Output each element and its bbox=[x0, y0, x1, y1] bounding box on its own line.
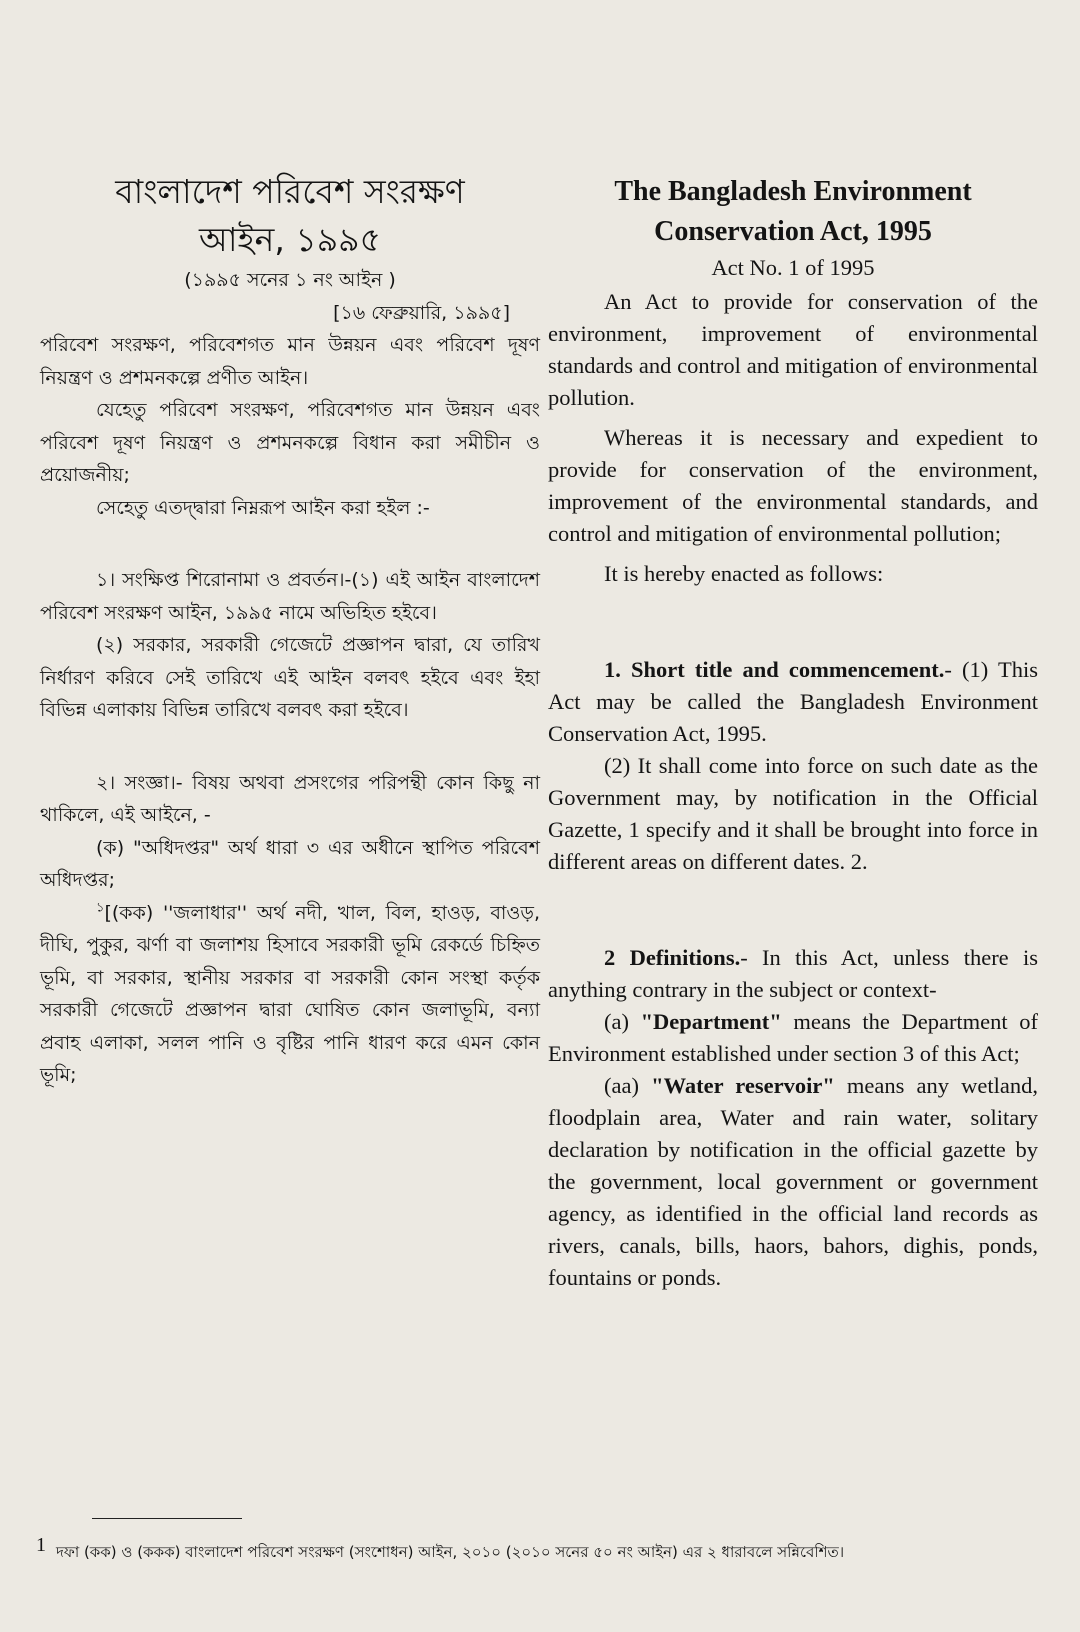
footnote-divider bbox=[92, 1518, 242, 1519]
footnote bbox=[36, 1534, 1046, 1563]
bangla-section-2-aa bbox=[40, 897, 540, 1092]
english-section-1-2: (2) It shall come into force on such date as the Government may, by notification in the Official Gazette, 1 specify and it shall be brought into force in different areas on different dates. 2. bbox=[548, 753, 1038, 874]
bangla-preamble: যেহেতু পরিবেশ সংরক্ষণ, পরিবেশগত মান উন্নয়ন এবং পরিবেশ দূষণ নিয়ন্ত্রণ ও প্রশমনকল্পে বিধান করা সমীচীন ও প্রয়োজনীয়; bbox=[40, 399, 540, 486]
english-enacting-clause: It is hereby enacted as follows: bbox=[604, 561, 884, 586]
english-section-2-aa bbox=[548, 1070, 1038, 1294]
english-column bbox=[548, 172, 1038, 1302]
spacer bbox=[40, 727, 540, 767]
english-section-2-intro-text: - In this Act, unless there is anything contrary in the subject or context- bbox=[548, 945, 1038, 1002]
bangla-date: [১৬ ফেব্রুয়ারি, ১৯৯৫] bbox=[333, 301, 510, 324]
footnote-text: দফা (কক) ও (ককক) বাংলাদেশ পরিবেশ সংরক্ষণ (সংশোধন) আইন, ২০১০ (২০১০ সনের ৫০ নং আইন) এর ২ ধারাবলে সন্নিবেশিত। bbox=[56, 1543, 845, 1561]
section-1-heading: 1. Short title and commencement. bbox=[604, 657, 945, 682]
english-long-title: An Act to provide for conservation of the environment, improvement of environmental standards and control and mitigation of environmental pollution. bbox=[548, 289, 1038, 410]
bangla-act-number: (১৯৯৫ সনের ১ নং আইন ) bbox=[184, 269, 396, 291]
english-title-line2: Conservation Act, 1995 bbox=[654, 216, 932, 247]
bangla-section-1-2: (২) সরকার, সরকারী গেজেটে প্রজ্ঞাপন দ্বারা, যে তারিখ নির্ধারণ করিবে সেই তারিখে এই আইন বলবৎ হইবে এবং ইহা বিভিন্ন এলাকায় বিভিন্ন তারিখে বলবৎ করা হইবে। bbox=[40, 634, 540, 721]
bangla-title-line2: আইন, ১৯৯৫ bbox=[199, 220, 381, 259]
english-section-1-1-text: - (1) This Act may be called the Bangladesh Environment Conservation Act, 1995. bbox=[548, 657, 1038, 746]
footnote-marker: ১ bbox=[96, 900, 105, 916]
english-section-1-1 bbox=[548, 654, 1038, 750]
clause-text: means any wetland, floodplain area, Water and rain water, solitary declaration by notification in the official gazette by the government, local government or government agency, as identified in the official land records as rivers, canals, bills, haors, bahors, dighis, ponds, fountains or ponds. bbox=[548, 1073, 1038, 1290]
bangla-column bbox=[40, 168, 540, 1092]
english-section-2-intro bbox=[548, 942, 1038, 1006]
defined-term: "Water reservoir" bbox=[651, 1073, 835, 1098]
clause-label: (a) bbox=[604, 1009, 641, 1034]
bangla-enacting-clause: সেহেতু এতদ্দ্বারা নিম্নরূপ আইন করা হইল :- bbox=[96, 496, 430, 519]
bangla-section-2-aa-text: [(কক) ''জলাধার'' অর্থ নদী, খাল, বিল, হাওড়, বাওড়, দীঘি, পুকুর, ঝর্ণা বা জলাশয় হিসাবে সরকারী ভূমি রেকর্ডে চিহ্নিত ভূমি, বা সরকার, স্থানীয় সরকার বা সরকারী কোন সংস্থা কর্তৃক সরকারী গেজেটে প্রজ্ঞাপন দ্বারা ঘোষিত কোন জলাভূমি, বন্যা প্রবাহ এলাকা, সলল পানি ও বৃষ্টির পানি ধারণ করে এমন কোন ভূমি; bbox=[40, 901, 540, 1086]
bangla-long-title: পরিবেশ সংরক্ষণ, পরিবেশগত মান উন্নয়ন এবং পরিবেশ দূষণ নিয়ন্ত্রণ ও প্রশমনকল্পে প্রণীত আইন। bbox=[40, 334, 540, 389]
bangla-section-2-a: (ক) "অধিদপ্তর" অর্থ ধারা ৩ এর অধীনে স্থাপিত পরিবেশ অধিদপ্তর; bbox=[40, 836, 540, 891]
clause-text: means the Department of Environment established under section 3 of this Act; bbox=[548, 1009, 1038, 1066]
defined-term: "Department" bbox=[640, 1009, 782, 1034]
spacer bbox=[40, 524, 540, 564]
spacer bbox=[548, 598, 1038, 654]
english-preamble: Whereas it is necessary and expedient to provide for conservation of the environment, improvement of the environmental standards, and control and mitigation of environmental pollution; bbox=[548, 425, 1038, 546]
english-act-number: Act No. 1 of 1995 bbox=[711, 255, 875, 280]
bangla-section-1-1: ১। সংক্ষিপ্ত শিরোনামা ও প্রবর্তন।-(১) এই আইন বাংলাদেশ পরিবেশ সংরক্ষণ আইন, ১৯৯৫ নামে অভিহিত হইবে। bbox=[40, 569, 540, 624]
bangla-section-2-intro: ২। সংজ্ঞা।- বিষয় অথবা প্রসংগের পরিপন্থী কোন কিছু না থাকিলে, এই আইনে, - bbox=[40, 771, 540, 826]
footnote-number: 1 bbox=[36, 1534, 46, 1556]
clause-label: (aa) bbox=[604, 1073, 652, 1098]
section-2-heading: 2 Definitions. bbox=[604, 945, 741, 970]
spacer bbox=[548, 886, 1038, 942]
bangla-title-line1: বাংলাদেশ পরিবেশ সংরক্ষণ bbox=[115, 172, 465, 211]
english-section-2-a bbox=[548, 1006, 1038, 1070]
english-title-line1: The Bangladesh Environment bbox=[614, 176, 972, 207]
